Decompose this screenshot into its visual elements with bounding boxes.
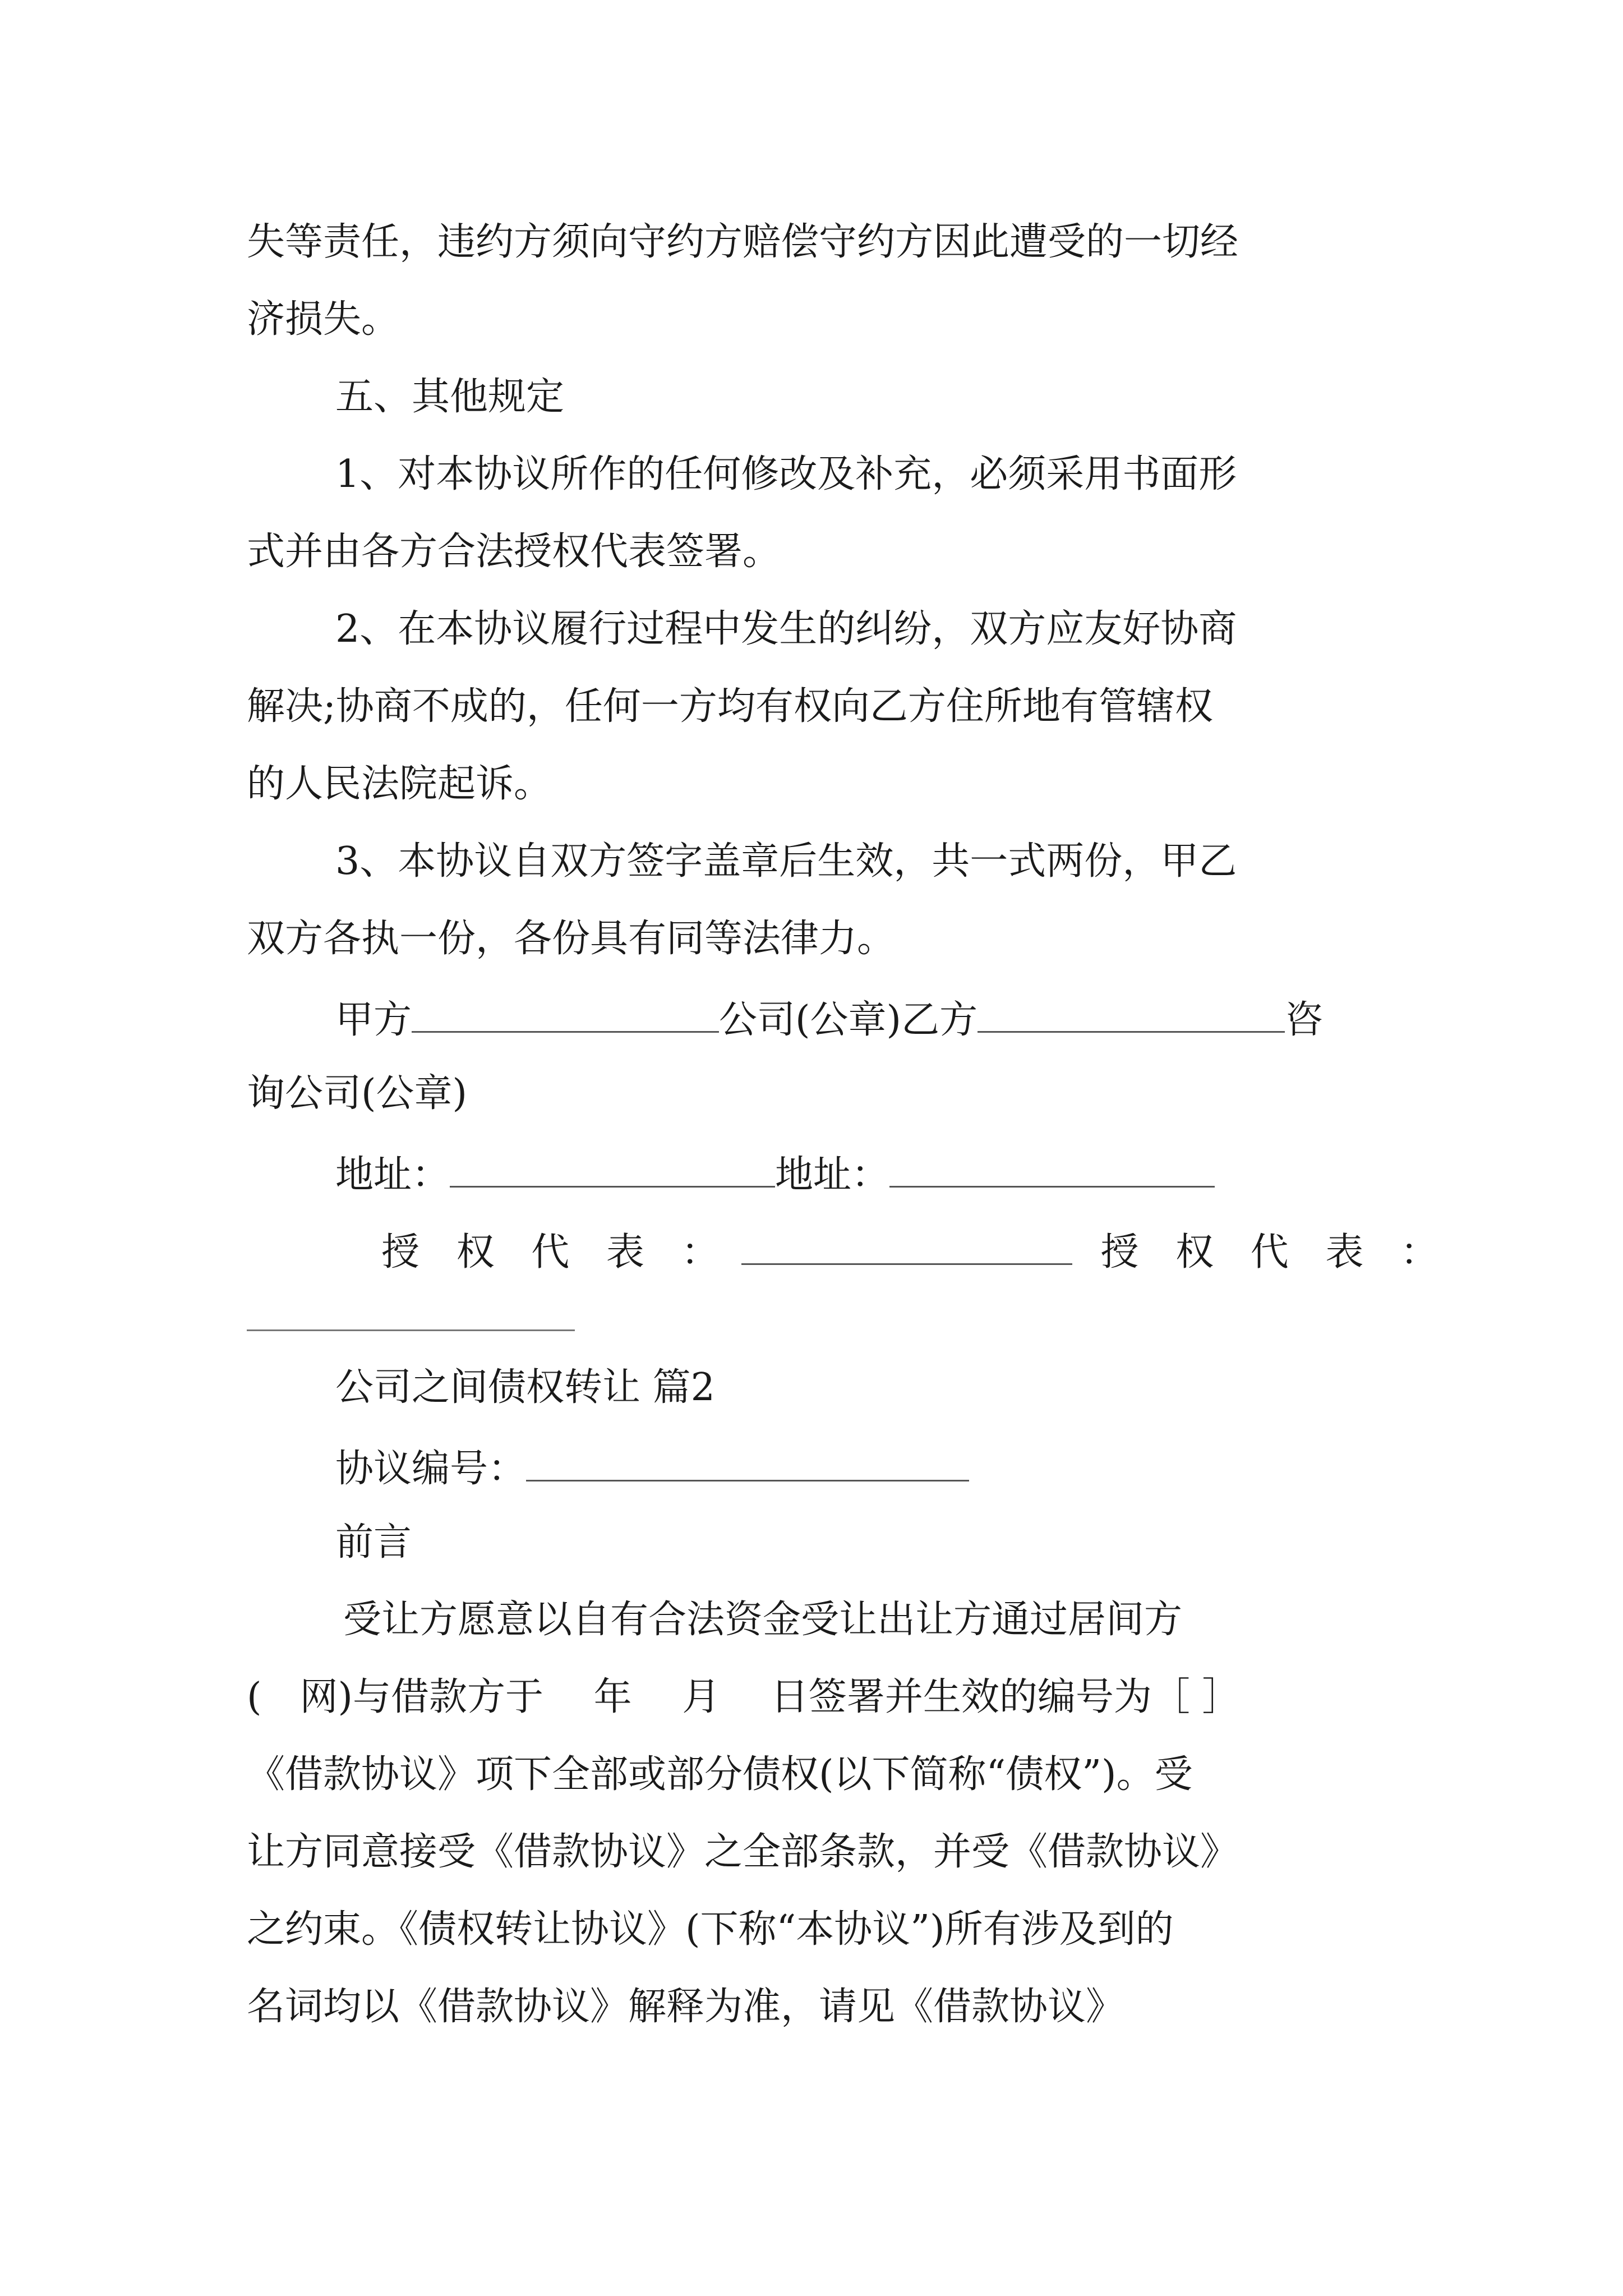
clause-1-line: 式并由各方合法授权代表签署。 (247, 530, 781, 574)
rep-a-label: 授 权 代 表 ： (381, 1230, 732, 1274)
preface-line: 让方同意接受《借款协议》之全部条款，并受《借款协议》 (247, 1830, 1239, 1874)
address-a-blank (450, 1152, 775, 1188)
rep-b-label: 授 权 代 表 ： (1100, 1230, 1451, 1274)
rep-b-blank (247, 1329, 575, 1331)
preface-line: ( 网)与借款方于 年 月 日签署并生效的编号为［ ］ (247, 1675, 1241, 1719)
agreement-number-line (335, 1446, 969, 1491)
agreement-number-label: 协议编号： (335, 1447, 527, 1491)
address-line (335, 1152, 1215, 1197)
clause-3-line: 3、本协议自双方签字盖章后生效，共一式两份，甲乙 (335, 839, 1237, 884)
clause-2-line: 解决;协商不成的，任何一方均有权向乙方住所地有管辖权 (247, 684, 1213, 729)
paragraph-line: 失等责任，违约方须向守约方赔偿守约方因此遭受的一切经 (247, 220, 1239, 264)
section-2-heading: 公司之间债权转让 篇2 (335, 1365, 715, 1410)
paragraph-line: 济损失。 (247, 297, 400, 342)
party-a-label: 甲方 (335, 998, 412, 1042)
clause-2-line: 的人民法院起诉。 (247, 762, 552, 806)
clause-1-line: 1、对本协议所作的任何修改及补充，必须采用书面形 (335, 452, 1237, 496)
preface-line: 名词均以《借款协议》解释为准，请见《借款协议》 (247, 1985, 1124, 2029)
party-b-suffix-start: 咨 (1285, 998, 1324, 1042)
section-heading: 五、其他规定 (335, 375, 565, 419)
rep-line (381, 1230, 1451, 1272)
agreement-number-blank (526, 1446, 969, 1481)
preface-title: 前言 (335, 1520, 412, 1565)
address-b-label: 地址： (775, 1153, 890, 1197)
preface-line: 《借款协议》项下全部或部分债权(以下简称“债权”)。受 (247, 1752, 1193, 1797)
preface-line: 受让方愿意以自有合法资金受让出让方通过居间方 (343, 1598, 1183, 1642)
address-a-label: 地址： (335, 1153, 450, 1197)
party-line (335, 997, 1324, 1042)
party-a-suffix: 公司(公章)乙方 (719, 998, 978, 1042)
party-a-blank (412, 997, 719, 1033)
clause-3-line: 双方各执一份，各份具有同等法律力。 (247, 917, 896, 961)
address-b-blank (889, 1152, 1215, 1188)
clause-2-line: 2、在本协议履行过程中发生的纠纷，双方应友好协商 (335, 607, 1237, 651)
preface-line: 之约束。《债权转让协议》(下称“本协议”)所有涉及到的 (247, 1907, 1174, 1952)
party-b-blank (978, 997, 1285, 1033)
rep-a-blank (741, 1230, 1072, 1265)
party-b-suffix-end: 询公司(公章) (247, 1071, 468, 1116)
